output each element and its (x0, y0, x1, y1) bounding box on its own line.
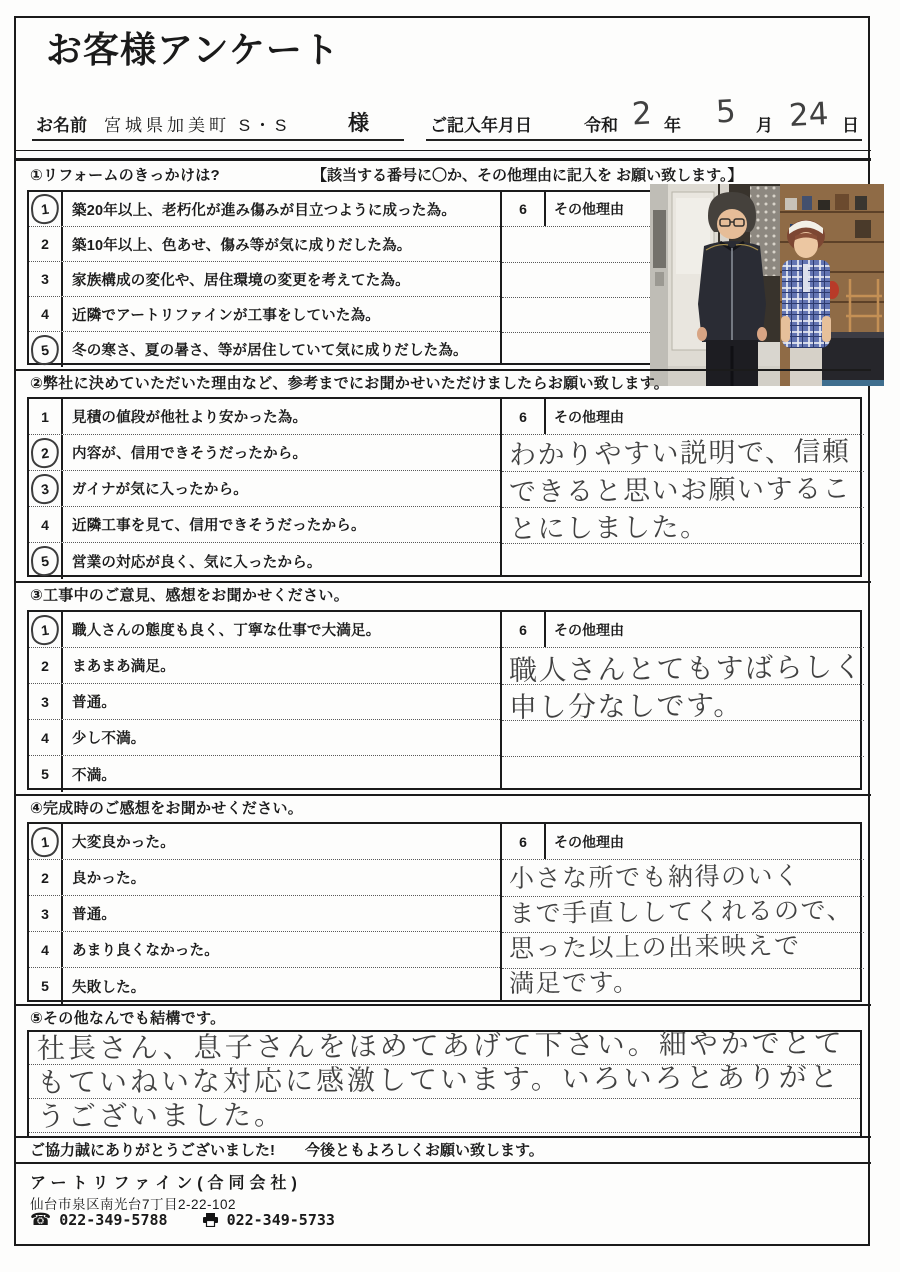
name-underline (32, 139, 404, 141)
item-text: 大変良かった。 (72, 835, 175, 851)
table-row (29, 192, 500, 227)
name-label: お名前 (36, 116, 87, 135)
handwritten-answer: 職人さんとてもすばらしく 申し分なしです。 (508, 650, 864, 724)
item-text: 営業の対応が良く、気に入ったから。 (72, 554, 322, 571)
date-underline (426, 139, 862, 141)
section2-table (27, 397, 862, 577)
table-row (29, 824, 500, 860)
other-number: 6 (502, 399, 546, 434)
section3-heading: ③工事中のご意見、感想をお聞かせください。 (30, 587, 350, 604)
item-number: 4 (29, 297, 63, 331)
phone-icon: ☎ (30, 1210, 52, 1230)
item-number: 5 (29, 332, 63, 367)
handwritten-answer: 小さな所でも納得のいく まで手直ししてくれるので、 思った以上の出来映えで 満足です。 (508, 860, 854, 998)
company-contact-row (30, 1210, 335, 1230)
item-text: 少し不満。 (72, 731, 146, 747)
era-label: 令和 (584, 116, 618, 135)
other-reason-column (500, 824, 864, 1000)
table-row (29, 435, 500, 471)
section1-heading: ①リフォームのきっかけは? (30, 167, 221, 184)
other-reason-label: その他理由 (554, 201, 624, 217)
item-number: 2 (29, 435, 63, 470)
tel-number: 022-349-5788 (59, 1211, 168, 1229)
item-text: 近隣でアートリファインが工事をしていた為。 (72, 307, 380, 324)
item-text: 家族構成の変化や、居住環境の変更を考えてた為。 (72, 272, 410, 289)
item-number: 2 (29, 860, 63, 895)
table-row (29, 507, 500, 543)
regards-text: 今後ともよろしくお願い致します。 (305, 1142, 544, 1159)
year-handwritten: 2 (631, 95, 653, 133)
free-comment-box (27, 1026, 862, 1136)
other-number: 6 (502, 824, 546, 859)
item-number: 3 (29, 896, 63, 931)
month-unit: 月 (756, 116, 773, 135)
thanks-text: ご協力誠にありがとうございました! (30, 1142, 275, 1159)
month-handwritten: 5 (715, 93, 737, 131)
item-number: 3 (29, 471, 63, 506)
other-reason-label: その他理由 (554, 833, 624, 850)
table-row (29, 684, 500, 720)
item-text: ガイナが気に入ったから。 (72, 482, 248, 498)
item-number: 1 (29, 612, 63, 647)
item-number: 5 (29, 968, 63, 1004)
item-number: 1 (29, 399, 63, 434)
day-unit: 日 (842, 116, 859, 135)
item-text: 不満。 (72, 767, 117, 784)
table-row (29, 720, 500, 756)
other-number: 6 (502, 612, 546, 647)
item-number: 1 (29, 824, 63, 859)
item-text: 冬の寒さ、夏の暑さ、等が居住していて気に成りだした為。 (72, 343, 468, 359)
other-reason-column (500, 399, 864, 575)
item-text: 近隣工事を見て、信用できそうだったから。 (72, 518, 366, 534)
divider (14, 581, 871, 583)
other-reason-label: その他理由 (554, 408, 624, 425)
item-text: 築20年以上、老朽化が進み傷みが目立つように成った為。 (72, 202, 457, 219)
page-title: お客様アンケート (46, 29, 340, 71)
table-row (29, 860, 500, 896)
item-number: 4 (29, 932, 63, 967)
item-number: 2 (29, 648, 63, 683)
item-text: 職人さんの態度も良く、丁寧な仕事で大満足。 (72, 623, 381, 639)
year-unit: 年 (664, 116, 681, 135)
section4-heading: ④完成時のご感想をお聞かせください。 (30, 800, 304, 817)
other-reason-column (500, 612, 864, 788)
section2-heading: ②弊社に決めていただいた理由など、参考までにお聞かせいただけましたらお願い致します。 (30, 375, 670, 392)
item-number: 3 (29, 684, 63, 719)
table-row (29, 399, 500, 435)
item-text: 普通。 (72, 907, 117, 923)
section5-heading: ⑤その他なんでも結構です。 (30, 1010, 226, 1027)
customer-photo (650, 184, 884, 386)
handwritten-free-comment: 社長さん、息子さんをほめてあげて下さい。細やかでとて もていねいな対応に感激しています。いろいろとありがと うございました。 (36, 1026, 845, 1133)
item-text: 内容が、信用できそうだったから。 (72, 446, 308, 462)
table-row (29, 968, 500, 1004)
divider (14, 1162, 871, 1164)
other-number: 6 (502, 192, 546, 226)
item-number: 5 (29, 756, 63, 792)
item-text: 見積の値段が他社より安かった為。 (72, 410, 308, 426)
table-row (29, 332, 500, 367)
item-text: 普通。 (72, 695, 117, 711)
table-row (29, 932, 500, 968)
divider (14, 150, 871, 151)
item-number: 2 (29, 227, 63, 261)
section1-instruction: 【該当する番号に〇か、その他理由に記入を お願い致します。】 (312, 167, 743, 184)
item-text: 築10年以上、色あせ、傷み等が気に成りだした為。 (72, 237, 412, 254)
divider (14, 1004, 871, 1006)
table-row (29, 612, 500, 648)
divider (14, 158, 871, 161)
day-handwritten: 24 (788, 95, 830, 135)
table-row (29, 262, 500, 297)
honorific: 様 (348, 112, 369, 135)
item-text: まあまあ満足。 (72, 659, 175, 675)
item-text: 失敗した。 (72, 979, 146, 996)
company-name: アートリファイン(合同会社) (30, 1175, 302, 1192)
item-number: 1 (29, 192, 63, 226)
handwritten-answer: わかりやすい説明で、信頼 できると思いお願いするこ とにしました。 (508, 436, 852, 545)
divider (14, 369, 871, 371)
divider (14, 794, 871, 796)
fax-icon (202, 1213, 219, 1227)
divider (14, 1136, 871, 1138)
item-text: 良かった。 (72, 871, 146, 887)
table-row (29, 543, 500, 579)
name-value: 宮城県加美町 S・S (104, 116, 291, 135)
table-row (29, 648, 500, 684)
item-number: 4 (29, 507, 63, 542)
fax-number: 022-349-5733 (226, 1211, 335, 1229)
table-row (29, 297, 500, 332)
other-reason-label: その他理由 (554, 621, 624, 638)
photo-background (650, 184, 884, 386)
item-number: 4 (29, 720, 63, 755)
table-row (29, 227, 500, 262)
table-row (29, 471, 500, 507)
table-row (29, 756, 500, 792)
section4-table (27, 822, 862, 1002)
table-row (29, 896, 500, 932)
company-address: 仙台市泉区南光台7丁目2-22-102 (30, 1197, 237, 1212)
item-number: 5 (29, 543, 63, 579)
item-number: 3 (29, 262, 63, 296)
date-label: ご記入年月日 (430, 116, 532, 135)
section3-table (27, 610, 862, 790)
item-text: あまり良くなかった。 (72, 943, 219, 959)
